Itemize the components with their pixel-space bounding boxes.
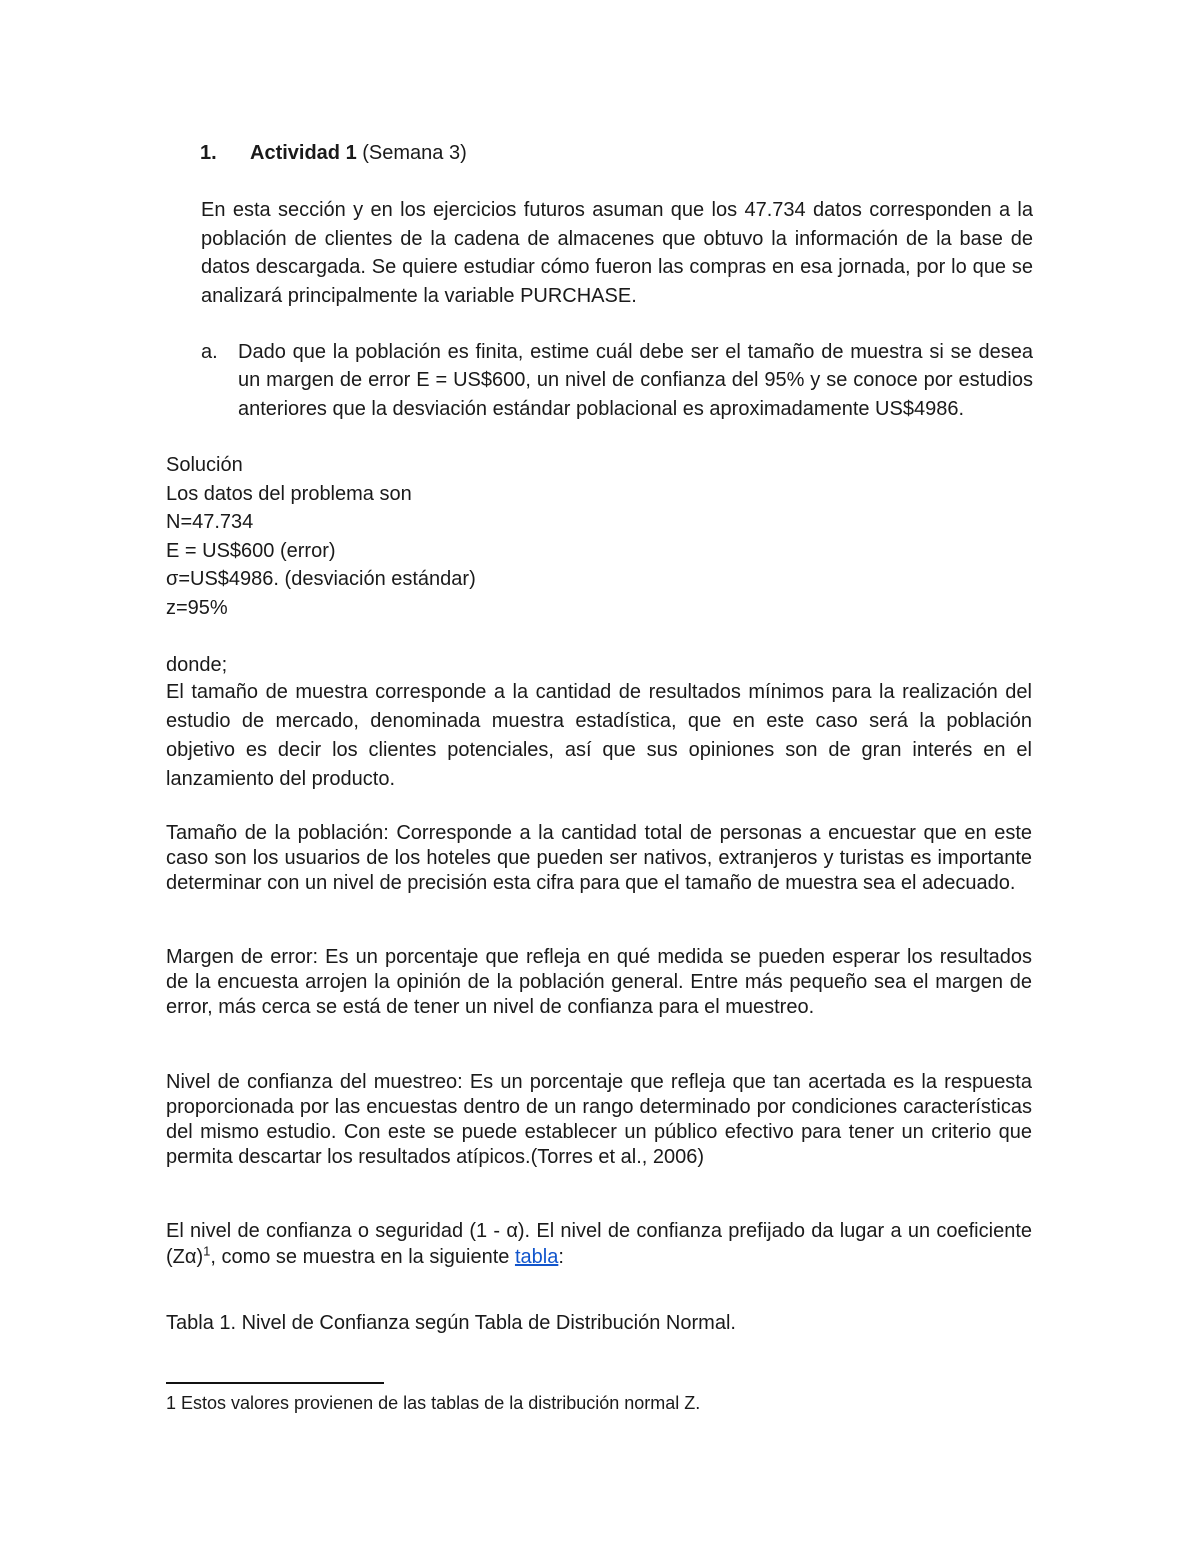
solution-intro: Los datos del problema son <box>166 482 412 505</box>
confidence-coefficient-paragraph <box>166 1218 1032 1270</box>
tabla-link[interactable]: tabla <box>514 1246 559 1268</box>
definition-paragraph: El tamaño de muestra corresponde a la cantidad de resultados mínimos para la realización del estudio de mercado, denominada muestra estadística, que en este caso será la población objetivo es decir los clientes potenciales, así que sus opiniones son de gran interés en el lanzamiento del producto. <box>166 681 1032 790</box>
error-value: E = US$600 (error) <box>166 539 336 562</box>
population-size-paragraph: Tamaño de la población: Corresponde a la cantidad total de personas a encuestar que en este caso son los usuarios de los hoteles que pueden ser nativos, extranjeros y turistas es importante determinar con un nivel de precisión esta cifra para que el tamaño de muestra sea el adecuado. <box>166 822 1032 894</box>
footnote: 1 Estos valores provienen de las tablas de la distribución normal Z. <box>166 1393 701 1413</box>
section-heading <box>200 141 467 165</box>
solution-block <box>166 451 1036 679</box>
footnote-separator <box>166 1382 384 1384</box>
list-item-a <box>201 338 1033 423</box>
solution-label: Solución <box>166 454 243 476</box>
blank-line <box>166 622 1036 651</box>
coefficient-text-end: : <box>558 1246 564 1268</box>
list-marker-a: a. <box>201 341 218 363</box>
margin-error-paragraph: Margen de error: Es un porcentaje que refleja en qué medida se pueden esperar los resultados de la encuesta arrojen la opinión de la población general. Entre más pequeño sea el margen de error, más cerca se está de tener un nivel de confianza para el muestreo. <box>166 946 1032 1018</box>
intro-paragraph: En esta sección y en los ejercicios futuros asuman que los 47.734 datos corresponden a la población de clientes de la cadena de almacenes que obtuvo la información de la base de datos descargada. Se quiere estudiar cómo fueron las compras en esa jornada, por lo que se analizará principalmente la variable PURCHASE. <box>201 199 1033 307</box>
coefficient-text-cont: , como se muestra en la siguiente <box>210 1246 515 1268</box>
coefficient-text: El nivel de confianza o seguridad (1 - α). El nivel de confianza prefijado da lugar a un coeficiente (Zα) <box>166 1220 1032 1268</box>
list-item-a-text: Dado que la población es finita, estime cuál debe ser el tamaño de muestra si se desea un margen de error E = US$600, un nivel de confianza del 95% y se conoce por estudios anteriores que la desviación estándar poblacional es aproximadamente US$4986. <box>238 341 1033 420</box>
footnote-ref[interactable]: 1 <box>203 1243 211 1259</box>
section-subtitle: (Semana 3) <box>362 142 467 164</box>
z-value: z=95% <box>166 596 228 619</box>
population-value: N=47.734 <box>166 511 254 533</box>
section-number: 1. <box>200 142 217 164</box>
sigma-value: σ=US$4986. (desviación estándar) <box>166 568 476 590</box>
table-caption: Tabla 1. Nivel de Confianza según Tabla de Distribución Normal. <box>166 1312 736 1334</box>
confidence-level-paragraph: Nivel de confianza del muestreo: Es un porcentaje que refleja que tan acertada es la respuesta proporcionada por las encuestas dentro de un rango determinado por condiciones características del mismo estudio. Con este se puede establecer un público efectivo para tener un criterio que permita descartar los resultados atípicos.(Torres et al., 2006) <box>166 1071 1032 1168</box>
donde-label: donde; <box>166 653 228 676</box>
section-title: Actividad 1 <box>250 142 357 164</box>
